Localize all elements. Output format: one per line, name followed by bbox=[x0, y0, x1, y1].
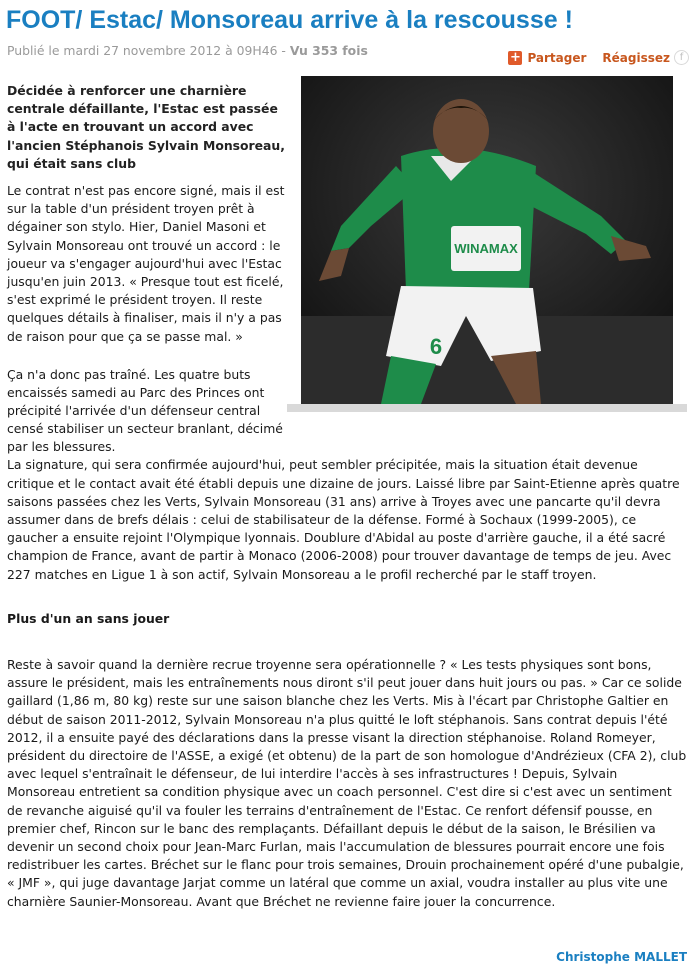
article-title: FOOT/ Estac/ Monsoreau arrive à la rescousse ! bbox=[6, 6, 573, 34]
footballer-illustration bbox=[301, 76, 673, 404]
jersey-sponsor: WINAMAX bbox=[454, 241, 518, 256]
article-lead: Décidée à renforcer une charnière centrale défaillante, l'Estac est passée à l'acte en trouvant un accord avec l'ancien Stéphanois Sylvain Monsoreau, qui était sans club bbox=[7, 83, 285, 171]
comment-button[interactable]: Réagissez bbox=[602, 50, 670, 65]
paragraph: Reste à savoir quand la dernière recrue troyenne sera opérationnelle ? « Les tests physiques sont bons, assure le président, mais les entraînements nous diront s'il peut jouer dans huit jours ou pas. » Car ce solide gaillard (1,86 m, 80 kg) reste sur une saison blanche chez les Verts. Mis à l'écart par Christophe Galtier en début de saison 2011-2012, Sylvain Monsoreau n'a plus quitté le loft stéphanois. Sans contrat depuis l'été 2012, il a ensuite payé des déclarations dans la presse visant la direction stéphanoise. Roland Romeyer, président du directoire de l'ASSE, a exigé (et obtenu) de la part de son homologue d'Andrézieux (CFA 2), club avec lequel s'entraînait le défenseur, de lui interdire l'accès à ses infrastructures ! Depuis, Sylvain Monsoreau entretient sa condition physique avec un coach personnel. C'est dire si c'est avec un sentiment de revanche aiguisé qu'il va fouler les terrains d'entraînement de l'Estac. Ce renfort défensif pousse, en premier chef, Rincon sur le banc des remplaçants. Défaillant depuis le début de la saison, le Brésilien va devenir un second choix pour Jean-Marc Furlan, mais l'accumulation de blessures pourrait encore une fois redistribuer les cartes. Bréchet sur le flanc pour trois semaines, Drouin prochainement opéré d'une pubalgie, « JMF », qui juge davantage Jarjat comme un latéral que comme un axial, voudra installer au plus vite une charnière Saunier-Monsoreau. Avant que Bréchet ne revienne faire jouer la concurrence. bbox=[7, 657, 687, 909]
article-photo bbox=[301, 76, 673, 404]
article-actions bbox=[508, 50, 689, 65]
section-heading: Plus d'un an sans jouer bbox=[7, 611, 170, 626]
publish-date: Publié le mardi 27 novembre 2012 à 09H46 - bbox=[7, 43, 290, 58]
paragraph: Ça n'a donc pas traîné. Les quatre buts encaissés samedi au Parc des Princes ont précipité l'arrivée d'un défenseur central bbox=[7, 367, 265, 419]
view-count: Vu 353 fois bbox=[289, 43, 368, 58]
facebook-icon[interactable]: f bbox=[674, 50, 689, 65]
paragraph-continuation: censé stabiliser un secteur branlant, décimé par les blessures. bbox=[7, 421, 283, 455]
article-meta bbox=[7, 43, 368, 58]
author-signature: Christophe MALLET bbox=[556, 950, 687, 964]
paragraph: Le contrat n'est pas encore signé, mais il est sur la table d'un président troyen prêt à dégainer son stylo. Hier, Daniel Masoni et Sylvain Monsoreau ont trouvé un accord : le joueur va s'engager aujourd'hui avec l'Estac jusqu'en juin 2013. « Presque tout est ficelé, s'est exprimé le président troyen. Il reste quelques détails à finaliser, mais il n'y a pas de raison pour que ça se passe mal. » bbox=[7, 183, 285, 344]
share-button[interactable]: Partager bbox=[527, 50, 587, 65]
paragraph-wide bbox=[7, 420, 687, 584]
paragraph-body: La signature, qui sera confirmée aujourd'hui, peut sembler précipitée, mais la situation était devenue critique et le contact avait été établi depuis une dizaine de jours. Laissé libre par Saint-Etienne après quatre saisons passées chez les Verts, Sylvain Monsoreau (31 ans) arrive à Troyes avec une pancarte qu'il devra assumer dans de brefs délais : celui de stabilisateur de la défense. Formé à Sochaux (1999-2005), ce gaucher a ensuite rejoint l'Olympique lyonnais. Doublure d'Abidal au poste d'arrière gauche, il a été sacré champion de France, avant de partir à Monaco (2006-2008) pour trouver davantage de temps de jeu. Avec 227 matches en Ligue 1 à son actif, Sylvain Monsoreau a le profil recherché par le staff troyen. bbox=[7, 457, 680, 582]
shorts-number: 6 bbox=[429, 334, 443, 359]
plus-icon[interactable]: + bbox=[509, 49, 521, 65]
photo-shadow bbox=[287, 404, 687, 412]
